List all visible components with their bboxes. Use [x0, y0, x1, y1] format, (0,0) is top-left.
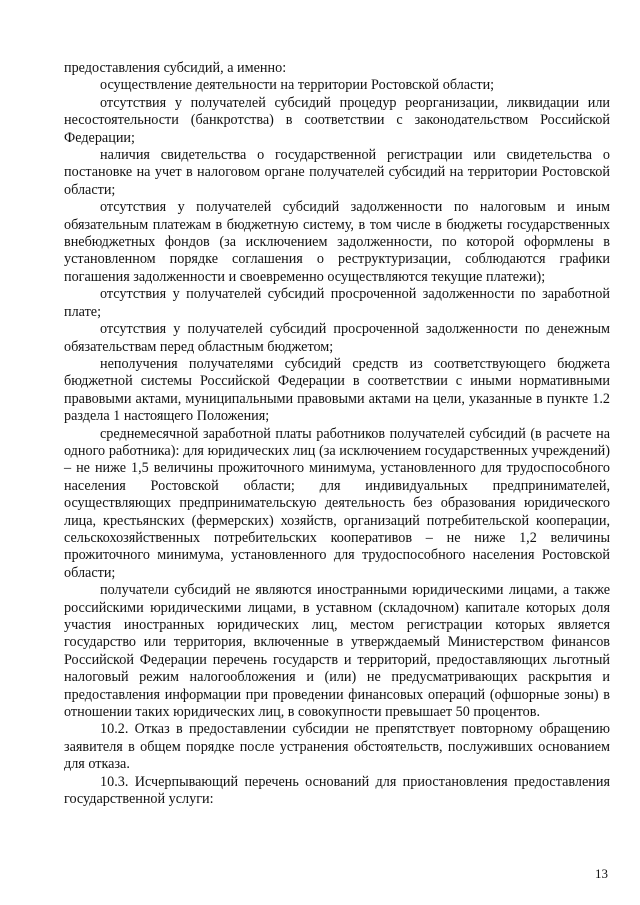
paragraph-average-salary: среднемесячной заработной платы работников получателей субсидий (в расчете на одного работника): для юридических лиц (за исключением государственных учреждений) – не ниже 1,5 величины прожиточного минимума, установленного для трудоспособного населения Ростовской области; для индивидуальных предпринимателей, осуществляющих предпринимательскую деятельность без образования юридического лица, крестьянских (фермерских) хозяйств, организаций потребительской кооперации, сельскохозяйственных потребительских кооперативов – не ниже 1,2 величины прожиточного минимума, установленного для трудоспособного населения Ростовской области;: [64, 425, 610, 581]
paragraph-territory: осуществление деятельности на территории Ростовской области;: [100, 77, 495, 94]
paragraph-no-wage-arrears: отсутствия у получателей субсидий просроченной задолженности по заработной плате;: [64, 286, 610, 320]
paragraph-not-foreign-entity: получатели субсидий не являются иностранными юридическими лицами, а также российскими юридическими лицами, в уставном (складочном) капитале которых доля участия иностранных юридических лиц, местом регистрации которых является государство или территория, включенные в утверждаемый Министерством финансов Российской Федерации перечень государств и территорий, предоставляющих льготный налоговый режим налогообложения и (или) не предусматривающих раскрытия и предоставления информации при проведении финансовых операций (офшорные зоны) в отношении таких юридических лиц, в совокупности превышает 50 процентов.: [64, 582, 610, 721]
paragraph-registration-certificate: наличия свидетельства о государственной регистрации или свидетельства о постановке на учет в налоговом органе получателей субсидий на территории Ростовской области;: [64, 147, 610, 198]
paragraph-no-other-funding: неполучения получателями субсидий средств из соответствующего бюджета бюджетной системы Российской Федерации в соответствии с иными нормативными правовыми актами, муниципальными правовыми актами на цели, указанные в пункте 1.2 раздела 1 настоящего Положения;: [64, 355, 610, 425]
paragraph-no-budget-debt: отсутствия у получателей субсидий просроченной задолженности по денежным обязательствам перед областным бюджетом;: [64, 321, 610, 355]
paragraph-section-10-2: 10.2. Отказ в предоставлении субсидии не препятствует повторному обращению заявителя в общем порядке после устранения обстоятельств, послуживших основанием для отказа.: [64, 721, 610, 773]
paragraph-no-tax-debt: отсутствия у получателей субсидий задолженности по налоговым и иным обязательным платежам в бюджетную систему, в том числе в бюджеты государственных внебюджетных фондов (за исключением задолженности, по которой оформлены в установленном порядке соглашения о реструктуризации, соблюдаются графики погашения задолженности и своевременно осуществляются текущие платежи);: [64, 199, 610, 285]
paragraph-no-reorganization: отсутствия у получателей субсидий процедур реорганизации, ликвидации или несостоятельности (банкротства) в соответствии с законодательством Российской Федерации;: [64, 94, 610, 146]
page-number: 13: [595, 866, 608, 881]
paragraph-continuation: предоставления субсидий, а именно:: [64, 60, 287, 76]
paragraph-section-10-3: 10.3. Исчерпывающий перечень оснований для приостановления предоставления государственной услуги:: [64, 773, 610, 808]
document-body: [64, 60, 610, 808]
